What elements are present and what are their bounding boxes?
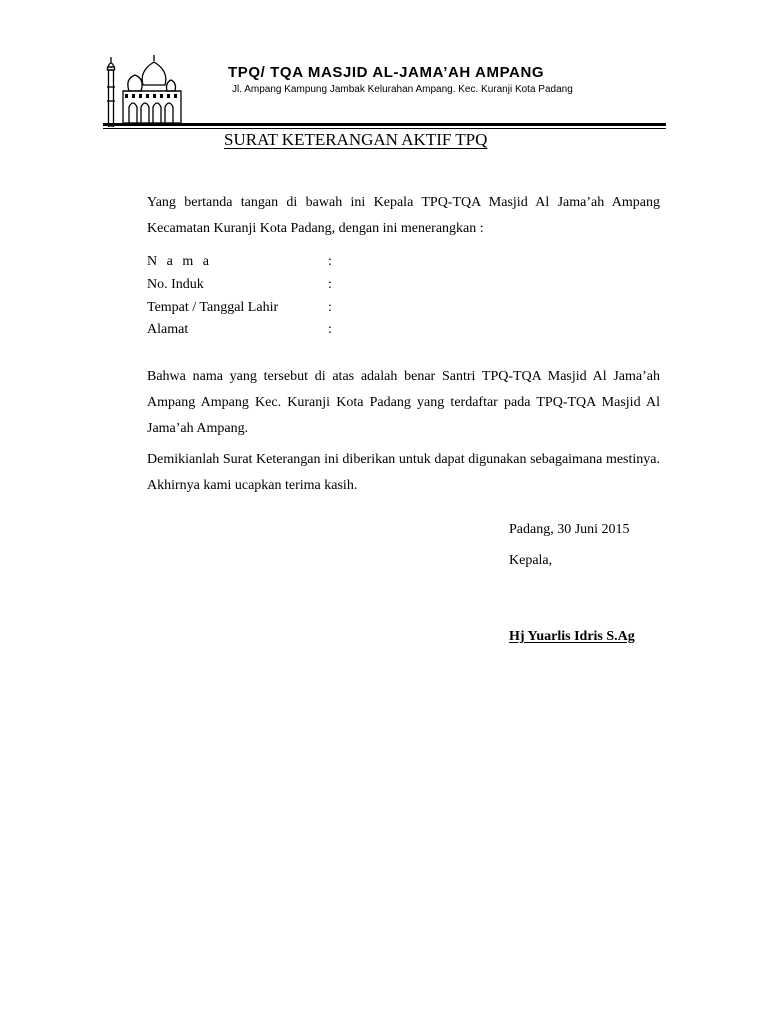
field-separator: : — [328, 322, 332, 337]
signatory-name: Hj Yuarlis Idris S.Ag — [509, 629, 635, 644]
document-title: SURAT KETERANGAN AKTIF TPQ — [224, 130, 488, 149]
intro-paragraph: Yang bertanda tangan di bawah ini Kepala TPQ-TQA Masjid Al Jama’ah Ampang Kecamatan Kuranji Kota Padang, dengan ini menerangkan : — [147, 195, 660, 236]
statement-paragraph: Bahwa nama yang tersebut di atas adalah benar Santri TPQ-TQA Masjid Al Jama’ah Ampang Ampang Kec. Kuranji Kota Padang yang terdaftar pada TPQ-TQA Masjid Al Jama’ah Ampang. — [147, 369, 660, 436]
field-row-no-induk — [147, 274, 397, 296]
signature-role: Kepala, — [509, 553, 553, 568]
header-divider-thick — [103, 123, 666, 126]
field-label: Alamat — [147, 322, 189, 337]
field-row-alamat — [147, 319, 397, 341]
field-separator: : — [328, 254, 332, 269]
closing-paragraph: Demikianlah Surat Keterangan ini diberikan untuk dapat digunakan sebagaimana mestinya. Akhirnya kami ucapkan terima kasih. — [147, 452, 660, 493]
mosque-icon — [103, 55, 183, 127]
field-row-nama — [147, 251, 397, 273]
field-row-tempat-tanggal-lahir — [147, 297, 397, 319]
field-label: No. Induk — [147, 277, 204, 292]
field-separator: : — [328, 277, 332, 292]
org-name: TPQ/ TQA MASJID AL-JAMA’AH AMPANG — [228, 64, 545, 81]
field-separator: : — [328, 300, 332, 315]
header-divider-thin — [103, 128, 666, 129]
signature-place-date: Padang, 30 Juni 2015 — [509, 522, 630, 537]
org-address: Jl. Ampang Kampung Jambak Kelurahan Ampang. Kec. Kuranji Kota Padang — [232, 84, 573, 95]
field-label: N a m a — [147, 254, 212, 269]
field-label: Tempat / Tanggal Lahir — [147, 300, 279, 315]
